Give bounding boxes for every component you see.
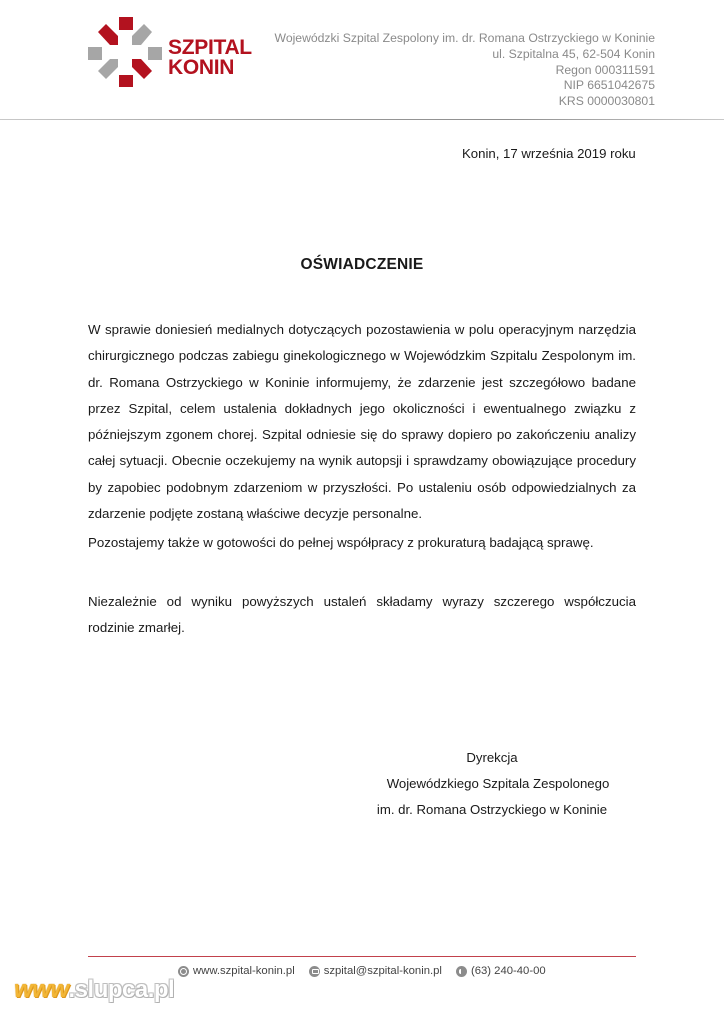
site-watermark xyxy=(14,976,174,1004)
paragraph-3: Niezależnie od wyniku powyższych ustaleń składamy wyrazy szczerego współczucia rodzinie zmarłej. xyxy=(88,593,636,635)
hospital-regon: Regon 000311591 xyxy=(555,62,655,77)
hospital-cross-logo-icon xyxy=(86,14,166,88)
header-divider xyxy=(0,119,724,120)
paragraph-1: W sprawie doniesień medialnych dotyczących pozostawienia w polu operacyjnym narzędzia chirurgicznego podczas zabiegu ginekologicznego w Wojewódzkim Szpitalu Zespolonym im. dr. Romana Ostrzyckiego w Koninie informujemy, że zdarzenie jest szczegółowo badane przez Szpital, celem ustalenia dokładnych jego okoliczności i ewentualnego związku z późniejszym zgonem chorej. Szpital odniesie się do sprawy dopiero po zakończeniu analizy całej sytuacji. Obecnie oczekujemy na wynik autopsji i sprawdzamy obowiązujące procedury by zapobiec podobnym zdarzeniom w przyszłości. Po ustaleniu osób odpowiedzialnych za zdarzenie podjęte zostaną właściwe decyzje personalne. xyxy=(88,322,636,522)
website-link[interactable]: www.szpital-konin.pl xyxy=(193,965,295,977)
footer-website[interactable] xyxy=(178,965,295,977)
signature-line-3: im. dr. Romana Ostrzyckiego w Koninie xyxy=(376,802,608,817)
document-body xyxy=(88,317,636,641)
signature-line-1: Dyrekcja xyxy=(466,750,518,765)
hospital-address-block xyxy=(275,31,655,110)
hospital-name: Wojewódzki Szpital Zespolony im. dr. Romana Ostrzyckiego w Koninie xyxy=(274,31,655,45)
hospital-nip: NIP 6651042675 xyxy=(563,78,655,93)
logo-text-line2: KONIN xyxy=(168,56,235,79)
email-link[interactable]: szpital@szpital-konin.pl xyxy=(323,965,442,977)
watermark-text: .slupca.pl xyxy=(68,976,175,1003)
phone-icon xyxy=(456,966,467,977)
footer-phone xyxy=(456,965,546,977)
hospital-street: ul. Szpitalna 45, 62-504 Konin xyxy=(492,46,655,61)
footer-contacts xyxy=(178,965,546,977)
watermark-prefix: www xyxy=(14,976,69,1003)
mail-icon xyxy=(309,966,320,977)
footer-divider xyxy=(88,956,636,957)
hospital-krs: KRS 0000030801 xyxy=(558,94,655,109)
logo-text-line1: SZPITAL xyxy=(168,36,252,59)
logo-wordmark xyxy=(168,38,252,78)
document-title: OŚWIADCZENIE xyxy=(300,256,424,273)
hospital-logo xyxy=(86,14,252,88)
globe-icon xyxy=(178,966,189,977)
paragraph-2: Pozostajemy także w gotowości do pełnej współpracy z prokuraturą badającą sprawę. xyxy=(88,535,594,551)
signature-block xyxy=(360,745,624,823)
signature-line-2: Wojewódzkiego Szpitala Zespolonego xyxy=(386,776,610,791)
document-date: Konin, 17 września 2019 roku xyxy=(462,146,636,161)
phone-number: (63) 240-40-00 xyxy=(470,965,546,977)
footer-email[interactable] xyxy=(309,965,442,977)
